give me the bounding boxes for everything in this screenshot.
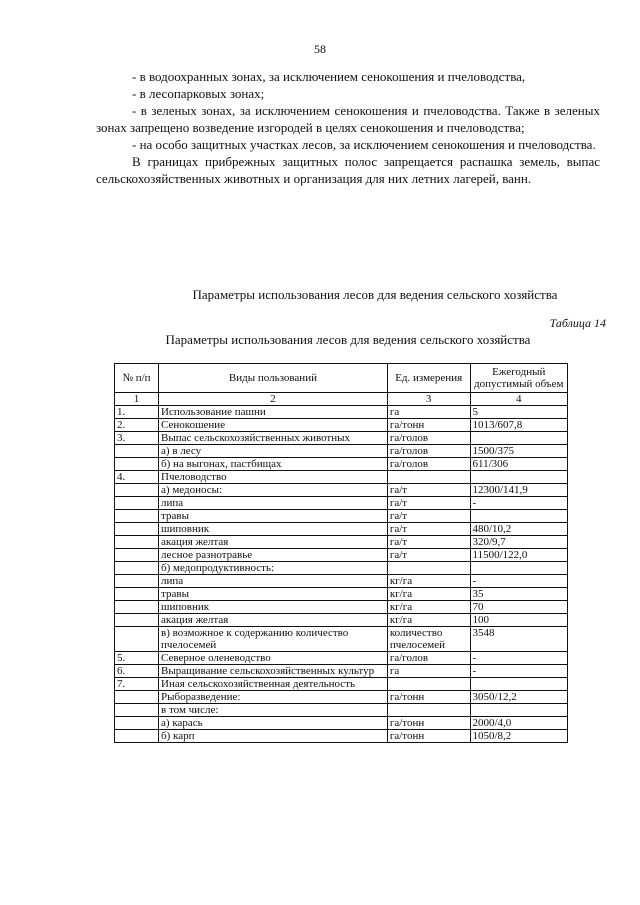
paragraph: - в водоохранных зонах, за исключением сенокошения и пчеловодства, xyxy=(132,69,526,84)
table-cell: в том числе: xyxy=(159,704,388,717)
table-cell: га/тонн xyxy=(387,730,470,743)
table-cell: га/тонн xyxy=(387,419,470,432)
table-row xyxy=(115,549,568,562)
table-cell: 70 xyxy=(470,601,568,614)
header-cell: Виды пользований xyxy=(159,364,388,393)
table-cell: Использование пашни xyxy=(159,406,388,419)
table-cell: га/голов xyxy=(387,432,470,445)
table-row xyxy=(115,601,568,614)
table-cell: 480/10,2 xyxy=(470,523,568,536)
table-row xyxy=(115,678,568,691)
paragraph: В границах прибрежных защитных полос запрещается распашка земель, выпас сельскохозяйственных животных и организация для них летних лагерей, ванн. xyxy=(96,154,600,186)
table-cell: кг/га xyxy=(387,588,470,601)
table-row xyxy=(115,704,568,717)
table-cell: 611/306 xyxy=(470,458,568,471)
table-cell: б) медопродуктивность: xyxy=(159,562,388,575)
table-cell: липа xyxy=(159,575,388,588)
table-cell: количество пчелосемей xyxy=(387,627,470,652)
table-cell: га xyxy=(387,406,470,419)
table-cell xyxy=(115,445,159,458)
table-cell: - xyxy=(470,575,568,588)
table-cell: а) карась xyxy=(159,717,388,730)
table-row xyxy=(115,588,568,601)
parameters-table xyxy=(114,363,568,743)
table-cell: Выращивание сельскохозяйственных культур xyxy=(159,665,388,678)
table-cell: - xyxy=(470,665,568,678)
page-number: 58 xyxy=(314,42,326,56)
table-cell: 4. xyxy=(115,471,159,484)
table-cell xyxy=(115,523,159,536)
table-cell: а) в лесу xyxy=(159,445,388,458)
table-row xyxy=(115,536,568,549)
table-cell xyxy=(470,678,568,691)
table-cell: 1500/375 xyxy=(470,445,568,458)
table-cell: акация желтая xyxy=(159,536,388,549)
table-cell xyxy=(115,536,159,549)
table-cell xyxy=(115,691,159,704)
table-cell xyxy=(470,432,568,445)
table-row xyxy=(115,523,568,536)
table-cell xyxy=(115,549,159,562)
table-cell: 1. xyxy=(115,406,159,419)
section-title: Параметры использования лесов для ведения сельского хозяйства xyxy=(192,287,558,302)
table-cell: га/голов xyxy=(387,445,470,458)
table-cell: га/т xyxy=(387,497,470,510)
table-row xyxy=(115,484,568,497)
table-cell: га/т xyxy=(387,484,470,497)
header-cell: Ежегодный допустимый объем xyxy=(470,364,568,393)
table-cell: 5 xyxy=(470,406,568,419)
table-row xyxy=(115,730,568,743)
table-body xyxy=(115,406,568,743)
table-row xyxy=(115,445,568,458)
table-cell: травы xyxy=(159,588,388,601)
table-row xyxy=(115,652,568,665)
table-cell: га/голов xyxy=(387,458,470,471)
table-row xyxy=(115,497,568,510)
table-cell: шиповник xyxy=(159,523,388,536)
table-row xyxy=(115,471,568,484)
table-cell: га xyxy=(387,665,470,678)
table-cell: 3050/12,2 xyxy=(470,691,568,704)
table-cell xyxy=(387,562,470,575)
table-cell: 3. xyxy=(115,432,159,445)
table-cell: - xyxy=(470,652,568,665)
table-cell xyxy=(470,471,568,484)
table-cell: 11500/122,0 xyxy=(470,549,568,562)
table-title: Параметры использования лесов для ведения сельского хозяйства xyxy=(165,332,531,347)
table-cell: 5. xyxy=(115,652,159,665)
table-row xyxy=(115,614,568,627)
table-cell: 1013/607,8 xyxy=(470,419,568,432)
table-header-row xyxy=(115,364,568,393)
table-cell xyxy=(115,717,159,730)
column-number: 2 xyxy=(159,393,388,406)
table-cell: шиповник xyxy=(159,601,388,614)
table-cell xyxy=(387,471,470,484)
table-cell xyxy=(115,458,159,471)
table-cell: 2000/4,0 xyxy=(470,717,568,730)
table-cell xyxy=(470,510,568,523)
table-cell: кг/га xyxy=(387,614,470,627)
table-cell xyxy=(115,614,159,627)
table-cell xyxy=(115,484,159,497)
table-row xyxy=(115,562,568,575)
table-row xyxy=(115,458,568,471)
body-text xyxy=(96,68,600,187)
table-cell xyxy=(470,562,568,575)
table-row xyxy=(115,691,568,704)
table-cell: 3548 xyxy=(470,627,568,652)
table-cell: 12300/141,9 xyxy=(470,484,568,497)
column-number: 1 xyxy=(115,393,159,406)
table-cell: Выпас сельскохозяйственных животных xyxy=(159,432,388,445)
table-cell: акация желтая xyxy=(159,614,388,627)
table-cell: в) возможное к содержанию количество пчелосемей xyxy=(159,627,388,652)
column-number-row xyxy=(115,393,568,406)
table-cell: 2. xyxy=(115,419,159,432)
table-cell: б) карп xyxy=(159,730,388,743)
table-row xyxy=(115,575,568,588)
table-cell xyxy=(115,704,159,717)
table-cell: б) на выгонах, пастбищах xyxy=(159,458,388,471)
table-cell xyxy=(115,601,159,614)
table-cell: га/т xyxy=(387,523,470,536)
table-row xyxy=(115,510,568,523)
table-label: Таблица 14 xyxy=(549,316,606,330)
table-cell xyxy=(115,627,159,652)
table-cell: лесное разнотравье xyxy=(159,549,388,562)
table-cell xyxy=(115,562,159,575)
table-cell xyxy=(387,678,470,691)
table-cell: Рыборазведение: xyxy=(159,691,388,704)
table-cell: 1050/8,2 xyxy=(470,730,568,743)
table-cell xyxy=(115,510,159,523)
table-row xyxy=(115,627,568,652)
table-cell: Сенокошение xyxy=(159,419,388,432)
table-cell: га/тонн xyxy=(387,691,470,704)
table-cell: га/т xyxy=(387,549,470,562)
table-cell: 6. xyxy=(115,665,159,678)
table-cell: - xyxy=(470,497,568,510)
table-cell: га/т xyxy=(387,536,470,549)
table-row xyxy=(115,432,568,445)
column-number: 4 xyxy=(470,393,568,406)
table-row xyxy=(115,406,568,419)
table-cell: Иная сельскохозяйственная деятельность xyxy=(159,678,388,691)
table-cell: га/т xyxy=(387,510,470,523)
table-cell: Северное оленеводство xyxy=(159,652,388,665)
table-cell: га/голов xyxy=(387,652,470,665)
table-cell: га/тонн xyxy=(387,717,470,730)
table-row xyxy=(115,717,568,730)
header-cell: Ед. измерения xyxy=(387,364,470,393)
paragraph: - на особо защитных участках лесов, за исключением сенокошения и пчеловодства. xyxy=(132,137,596,152)
table-cell xyxy=(115,497,159,510)
column-number: 3 xyxy=(387,393,470,406)
table-cell xyxy=(115,588,159,601)
table-cell: липа xyxy=(159,497,388,510)
table-cell: кг/га xyxy=(387,601,470,614)
table-cell: кг/га xyxy=(387,575,470,588)
table-cell xyxy=(470,704,568,717)
table-row xyxy=(115,419,568,432)
table-cell: Пчеловодство xyxy=(159,471,388,484)
table-cell: 7. xyxy=(115,678,159,691)
table-cell: а) медоносы: xyxy=(159,484,388,497)
table-row xyxy=(115,665,568,678)
header-cell: № п/п xyxy=(115,364,159,393)
table-cell xyxy=(115,730,159,743)
table-cell xyxy=(115,575,159,588)
table-cell: 320/9,7 xyxy=(470,536,568,549)
table-cell xyxy=(387,704,470,717)
table-cell: травы xyxy=(159,510,388,523)
paragraph: - в зеленых зонах, за исключением сенокошения и пчеловодства. Также в зеленых зонах запрещено возведение изгородей в целях сенокошения и пчеловодства; xyxy=(96,103,600,135)
paragraph: - в лесопарковых зонах; xyxy=(132,86,265,101)
table-cell: 100 xyxy=(470,614,568,627)
table-cell: 35 xyxy=(470,588,568,601)
